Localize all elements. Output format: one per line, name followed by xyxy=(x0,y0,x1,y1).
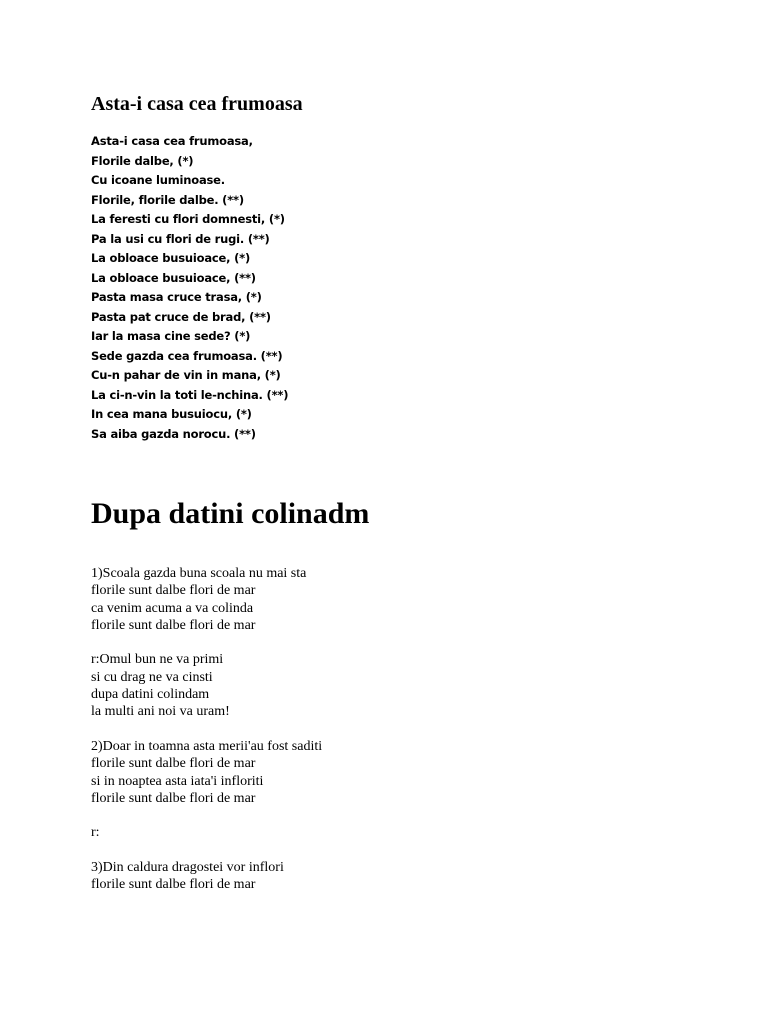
lyric-line: Cu-n pahar de vin in mana, (*) xyxy=(91,368,281,382)
lyric-line xyxy=(91,807,322,824)
lyric-line: La ci-n-vin la toti le-nchina. (**) xyxy=(91,387,289,402)
lyric-line: Pasta masa cruce trasa, (*) xyxy=(91,290,262,304)
lyric-line: florile sunt dalbe flori de mar xyxy=(91,877,256,893)
lyric-line: si in noaptea asta iata'i infloriti xyxy=(91,773,264,789)
lyric-line: florile sunt dalbe flori de mar xyxy=(91,617,256,633)
lyric-line: florile sunt dalbe flori de mar xyxy=(91,790,256,806)
lyric-line: Asta-i casa cea frumoasa, xyxy=(91,134,253,148)
lyric-line: florile sunt dalbe flori de mar xyxy=(91,583,256,599)
lyric-line: ca venim acuma a va colinda xyxy=(91,600,254,616)
song-lyrics-asta-i-casa xyxy=(91,132,288,444)
song-title-dupa-datini: Dupa datini colinadm xyxy=(91,497,370,530)
lyric-line: Sede gazda cea frumoasa. (**) xyxy=(91,348,283,363)
lyric-line: r: xyxy=(91,825,100,841)
lyric-line: 3)Din caldura dragostei vor inflori xyxy=(91,860,284,876)
lyric-line: In cea mana busuiocu, (*) xyxy=(91,407,252,421)
song-lyrics-dupa-datini xyxy=(91,565,322,894)
lyric-line: La feresti cu flori domnesti, (*) xyxy=(91,212,285,226)
lyric-line: r:Omul bun ne va primi xyxy=(91,652,224,668)
lyric-line: florile sunt dalbe flori de mar xyxy=(91,756,256,772)
lyric-line: Florile, florile dalbe. (**) xyxy=(91,192,244,207)
lyric-line xyxy=(91,721,322,738)
lyric-line: Pa la usi cu flori de rugi. (**) xyxy=(91,231,270,246)
lyric-line: 2)Doar in toamna asta merii'au fost saditi xyxy=(91,738,323,754)
song-title-asta-i-casa: Asta-i casa cea frumoasa xyxy=(91,93,303,115)
lyric-line: Pasta pat cruce de brad, (**) xyxy=(91,309,271,324)
lyric-line: la multi ani noi va uram! xyxy=(91,704,230,720)
lyric-line: La obloace busuioace, (**) xyxy=(91,270,256,285)
lyric-line: Florile dalbe, (*) xyxy=(91,153,194,168)
lyric-line: dupa datini colindam xyxy=(91,687,210,703)
lyric-line: 1)Scoala gazda buna scoala nu mai sta xyxy=(91,566,307,581)
lyric-line xyxy=(91,634,322,651)
lyric-line: Sa aiba gazda norocu. (**) xyxy=(91,426,256,441)
lyric-line: si cu drag ne va cinsti xyxy=(91,669,213,685)
lyric-line: Cu icoane luminoase. xyxy=(91,173,225,187)
lyric-line xyxy=(91,842,322,859)
lyric-line: Iar la masa cine sede? (*) xyxy=(91,329,251,343)
lyric-line: La obloace busuioace, (*) xyxy=(91,251,251,265)
